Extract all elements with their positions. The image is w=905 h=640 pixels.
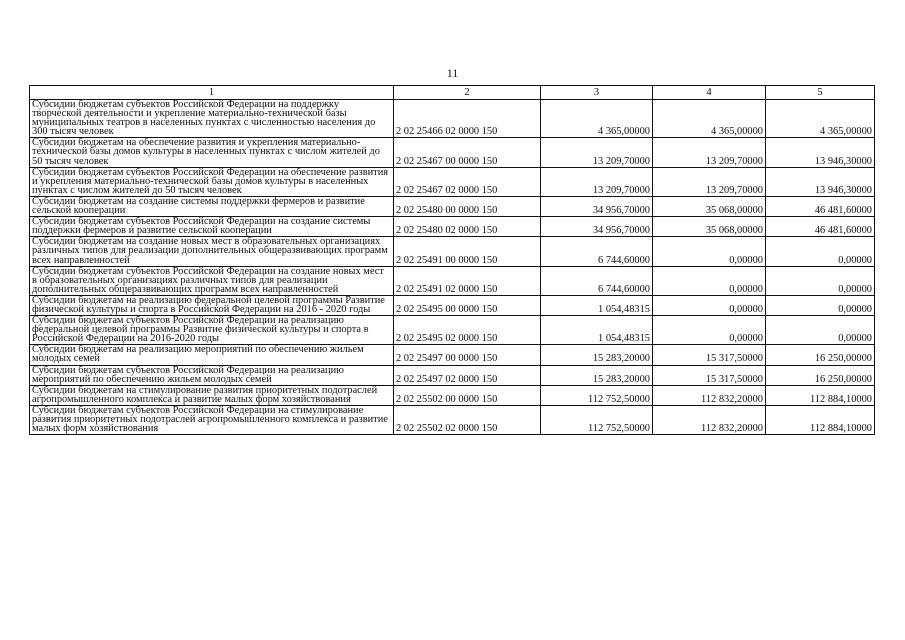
row-description: Субсидии бюджетам на создание системы поддержки фермеров и развитие сельской кооперации xyxy=(30,196,394,216)
table-row xyxy=(30,365,875,385)
row-code: 2 02 25491 02 0000 150 xyxy=(394,266,541,295)
row-value-col5: 16 250,00000 xyxy=(766,365,875,385)
table-row xyxy=(30,217,875,237)
row-value-col3: 112 752,50000 xyxy=(541,405,653,434)
row-value-col4: 112 832,20000 xyxy=(653,405,766,434)
row-value-col4: 0,00000 xyxy=(653,266,766,295)
table-header-row xyxy=(30,86,875,100)
row-value-col5: 13 946,30000 xyxy=(766,167,875,196)
table-row xyxy=(30,196,875,216)
row-value-col4: 13 209,70000 xyxy=(653,167,766,196)
row-value-col5: 0,00000 xyxy=(766,316,875,345)
row-value-col5: 13 946,30000 xyxy=(766,138,875,167)
row-value-col5: 0,00000 xyxy=(766,237,875,266)
row-value-col3: 6 744,60000 xyxy=(541,266,653,295)
row-value-col5: 112 884,10000 xyxy=(766,405,875,434)
table-row xyxy=(30,100,875,138)
row-code: 2 02 25495 00 0000 150 xyxy=(394,295,541,315)
page-number: 11 xyxy=(446,66,459,80)
row-value-col3: 1 054,48315 xyxy=(541,316,653,345)
column-header-5: 5 xyxy=(766,86,875,100)
row-code: 2 02 25497 00 0000 150 xyxy=(394,345,541,365)
row-value-col5: 46 481,60000 xyxy=(766,217,875,237)
row-value-col5: 0,00000 xyxy=(766,295,875,315)
table-row xyxy=(30,295,875,315)
column-header-3: 3 xyxy=(541,86,653,100)
row-value-col4: 15 317,50000 xyxy=(653,365,766,385)
row-code: 2 02 25497 02 0000 150 xyxy=(394,365,541,385)
row-value-col5: 46 481,60000 xyxy=(766,196,875,216)
row-value-col5: 16 250,00000 xyxy=(766,345,875,365)
row-description: Субсидии бюджетам субъектов Российской Федерации на реализацию мероприятий по обеспечению жильем молодых семей xyxy=(30,365,394,385)
row-description: Субсидии бюджетам субъектов Российской Федерации на создание системы поддержки фермеров и развитие сельской кооперации xyxy=(30,217,394,237)
row-value-col4: 112 832,20000 xyxy=(653,385,766,405)
row-value-col5: 0,00000 xyxy=(766,266,875,295)
row-code: 2 02 25480 02 0000 150 xyxy=(394,217,541,237)
row-value-col4: 15 317,50000 xyxy=(653,345,766,365)
row-code: 2 02 25466 02 0000 150 xyxy=(394,100,541,138)
row-code: 2 02 25502 02 0000 150 xyxy=(394,405,541,434)
row-description: Субсидии бюджетам на создание новых мест в образовательных организациях различных типов для реализации дополнительных общеразвивающих программ всех направленностей xyxy=(30,237,394,266)
row-description: Субсидии бюджетам на реализацию мероприятий по обеспечению жильем молодых семей xyxy=(30,345,394,365)
table-row xyxy=(30,138,875,167)
column-header-1: 1 xyxy=(30,86,394,100)
row-value-col4: 13 209,70000 xyxy=(653,138,766,167)
row-description: Субсидии бюджетам на реализацию федеральной целевой программы Развитие физической культуры и спорта в Российской Федерации на 2016 - 2020 годы xyxy=(30,295,394,315)
table-row xyxy=(30,405,875,434)
row-code: 2 02 25502 00 0000 150 xyxy=(394,385,541,405)
row-description: Субсидии бюджетам на обеспечение развития и укрепления материально-технической базы домов культуры в населенных пунктах с числом жителей до 50 тысяч человек xyxy=(30,138,394,167)
row-value-col3: 15 283,20000 xyxy=(541,345,653,365)
row-description: Субсидии бюджетам субъектов Российской Федерации на реализацию федеральной целевой программы Развитие физической культуры и спорта в Российской Федерации на 2016-2020 годы xyxy=(30,316,394,345)
row-value-col5: 112 884,10000 xyxy=(766,385,875,405)
row-description: Субсидии бюджетам субъектов Российской Федерации на создание новых мест в образовательных организациях различных типов для реализации дополнительных общеразвивающих программ всех направленностей xyxy=(30,266,394,295)
row-value-col4: 0,00000 xyxy=(653,316,766,345)
row-description: Субсидии бюджетам субъектов Российской Федерации на поддержку творческой деятельности и укрепление материально-технической базы муниципальных театров в населенных пунктах с численностью населения до 300 тысяч человек xyxy=(30,100,394,138)
row-value-col4: 0,00000 xyxy=(653,295,766,315)
row-value-col5: 4 365,00000 xyxy=(766,100,875,138)
row-code: 2 02 25467 02 0000 150 xyxy=(394,167,541,196)
row-value-col4: 4 365,00000 xyxy=(653,100,766,138)
budget-table xyxy=(29,85,875,435)
row-code: 2 02 25480 00 0000 150 xyxy=(394,196,541,216)
row-code: 2 02 25491 00 0000 150 xyxy=(394,237,541,266)
row-value-col3: 34 956,70000 xyxy=(541,196,653,216)
table-row xyxy=(30,316,875,345)
row-code: 2 02 25495 02 0000 150 xyxy=(394,316,541,345)
table-row xyxy=(30,237,875,266)
row-code: 2 02 25467 00 0000 150 xyxy=(394,138,541,167)
row-value-col3: 6 744,60000 xyxy=(541,237,653,266)
row-value-col3: 1 054,48315 xyxy=(541,295,653,315)
table-row xyxy=(30,345,875,365)
row-description: Субсидии бюджетам на стимулирование развития приоритетных подотраслей агропромышленного комплекса и развитие малых форм хозяйствования xyxy=(30,385,394,405)
row-value-col3: 13 209,70000 xyxy=(541,167,653,196)
row-description: Субсидии бюджетам субъектов Российской Федерации на стимулирование развития приоритетных подотраслей агропромышленного комплекса и развитие малых форм хозяйствования xyxy=(30,405,394,434)
row-value-col3: 4 365,00000 xyxy=(541,100,653,138)
column-header-4: 4 xyxy=(653,86,766,100)
row-description: Субсидии бюджетам субъектов Российской Федерации на обеспечение развития и укрепления материально-технической базы домов культуры в населенных пунктах с числом жителей до 50 тысяч человек xyxy=(30,167,394,196)
row-value-col3: 13 209,70000 xyxy=(541,138,653,167)
column-header-2: 2 xyxy=(394,86,541,100)
row-value-col4: 0,00000 xyxy=(653,237,766,266)
table-row xyxy=(30,385,875,405)
row-value-col4: 35 068,00000 xyxy=(653,196,766,216)
table-row xyxy=(30,167,875,196)
row-value-col3: 15 283,20000 xyxy=(541,365,653,385)
row-value-col4: 35 068,00000 xyxy=(653,217,766,237)
table-row xyxy=(30,266,875,295)
row-value-col3: 112 752,50000 xyxy=(541,385,653,405)
row-value-col3: 34 956,70000 xyxy=(541,217,653,237)
